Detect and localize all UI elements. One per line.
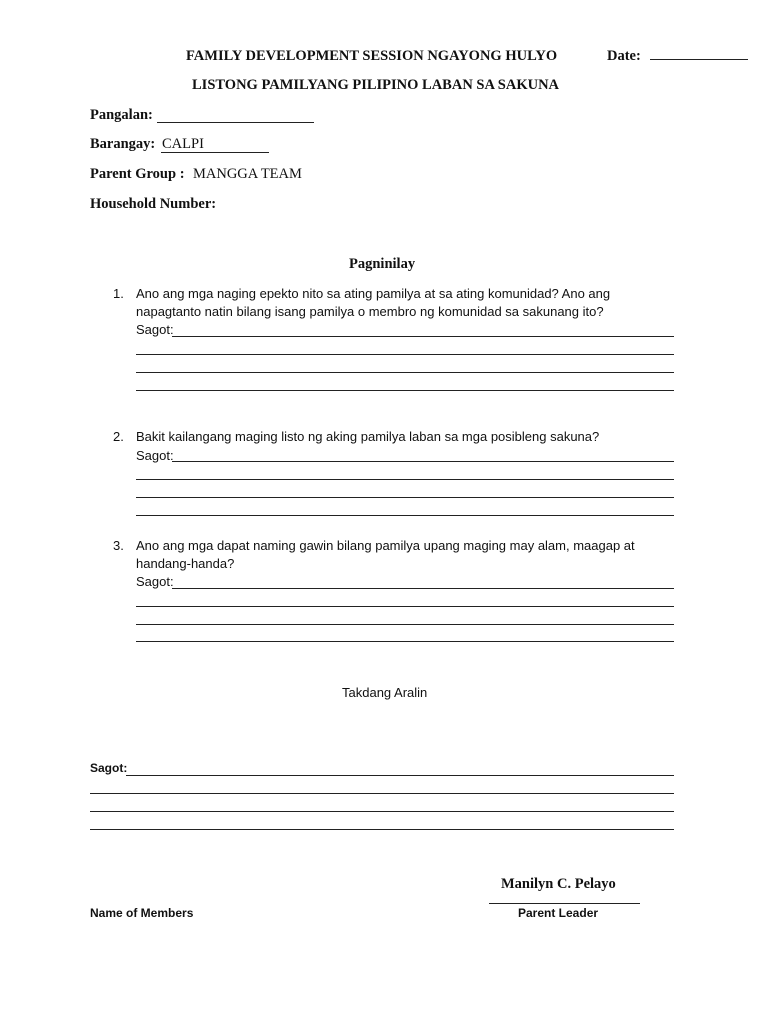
date-line[interactable] xyxy=(650,59,748,60)
question-text: handang-handa? xyxy=(136,556,235,571)
answer-line[interactable] xyxy=(136,390,674,391)
question-text: napagtanto natin bilang isang pamilya o membro ng komunidad sa sakunang ito? xyxy=(136,304,604,319)
answer-line[interactable] xyxy=(136,372,674,373)
barangay-line[interactable] xyxy=(161,152,269,153)
answer-line[interactable] xyxy=(90,793,674,794)
section-title: Pagninilay xyxy=(349,256,416,272)
date-label: Date: xyxy=(607,48,641,64)
answer-line[interactable] xyxy=(172,336,674,337)
barangay-value: CALPI xyxy=(162,136,204,152)
question-text: Ano ang mga naging epekto nito sa ating pamilya at sa ating komunidad? Ano ang xyxy=(136,286,611,301)
signature-line[interactable] xyxy=(489,903,640,904)
parent-group-label: Parent Group : xyxy=(90,166,185,182)
question-text: Bakit kailangang maging listo ng aking pamilya laban sa mga posibleng sakuna? xyxy=(136,429,600,444)
leader-name: Manilyn C. Pelayo xyxy=(501,876,616,892)
household-label: Household Number: xyxy=(90,196,217,212)
answer-line[interactable] xyxy=(172,588,674,589)
answer-line[interactable] xyxy=(136,354,674,355)
homework-answer-label: Sagot: xyxy=(90,761,128,775)
answer-label: Sagot: xyxy=(136,322,174,337)
answer-line[interactable] xyxy=(136,515,674,516)
question-number: 3. xyxy=(113,538,124,553)
document-title: FAMILY DEVELOPMENT SESSION NGAYONG HULYO xyxy=(186,48,558,64)
homework-title: Takdang Aralin xyxy=(342,685,428,700)
question-text: Ano ang mga dapat naming gawin bilang pamilya upang maging may alam, maagap at xyxy=(136,538,635,553)
members-label: Name of Members xyxy=(90,906,194,920)
answer-line[interactable] xyxy=(90,829,674,830)
answer-line[interactable] xyxy=(126,775,674,776)
answer-label: Sagot: xyxy=(136,574,174,589)
answer-line[interactable] xyxy=(172,461,674,462)
leader-role: Parent Leader xyxy=(518,906,599,920)
answer-line[interactable] xyxy=(136,606,674,607)
pangalan-line[interactable] xyxy=(157,122,314,123)
pangalan-label: Pangalan: xyxy=(90,107,153,123)
parent-group-value: MANGGA TEAM xyxy=(193,166,302,182)
question-number: 2. xyxy=(113,429,124,444)
answer-line[interactable] xyxy=(136,641,674,642)
barangay-label: Barangay: xyxy=(90,136,156,152)
answer-line[interactable] xyxy=(136,479,674,480)
document-subtitle: LISTONG PAMILYANG PILIPINO LABAN SA SAKUNA xyxy=(192,77,560,93)
question-number: 1. xyxy=(113,286,124,301)
answer-line[interactable] xyxy=(90,811,674,812)
answer-line[interactable] xyxy=(136,497,674,498)
answer-label: Sagot: xyxy=(136,448,174,463)
answer-line[interactable] xyxy=(136,624,674,625)
